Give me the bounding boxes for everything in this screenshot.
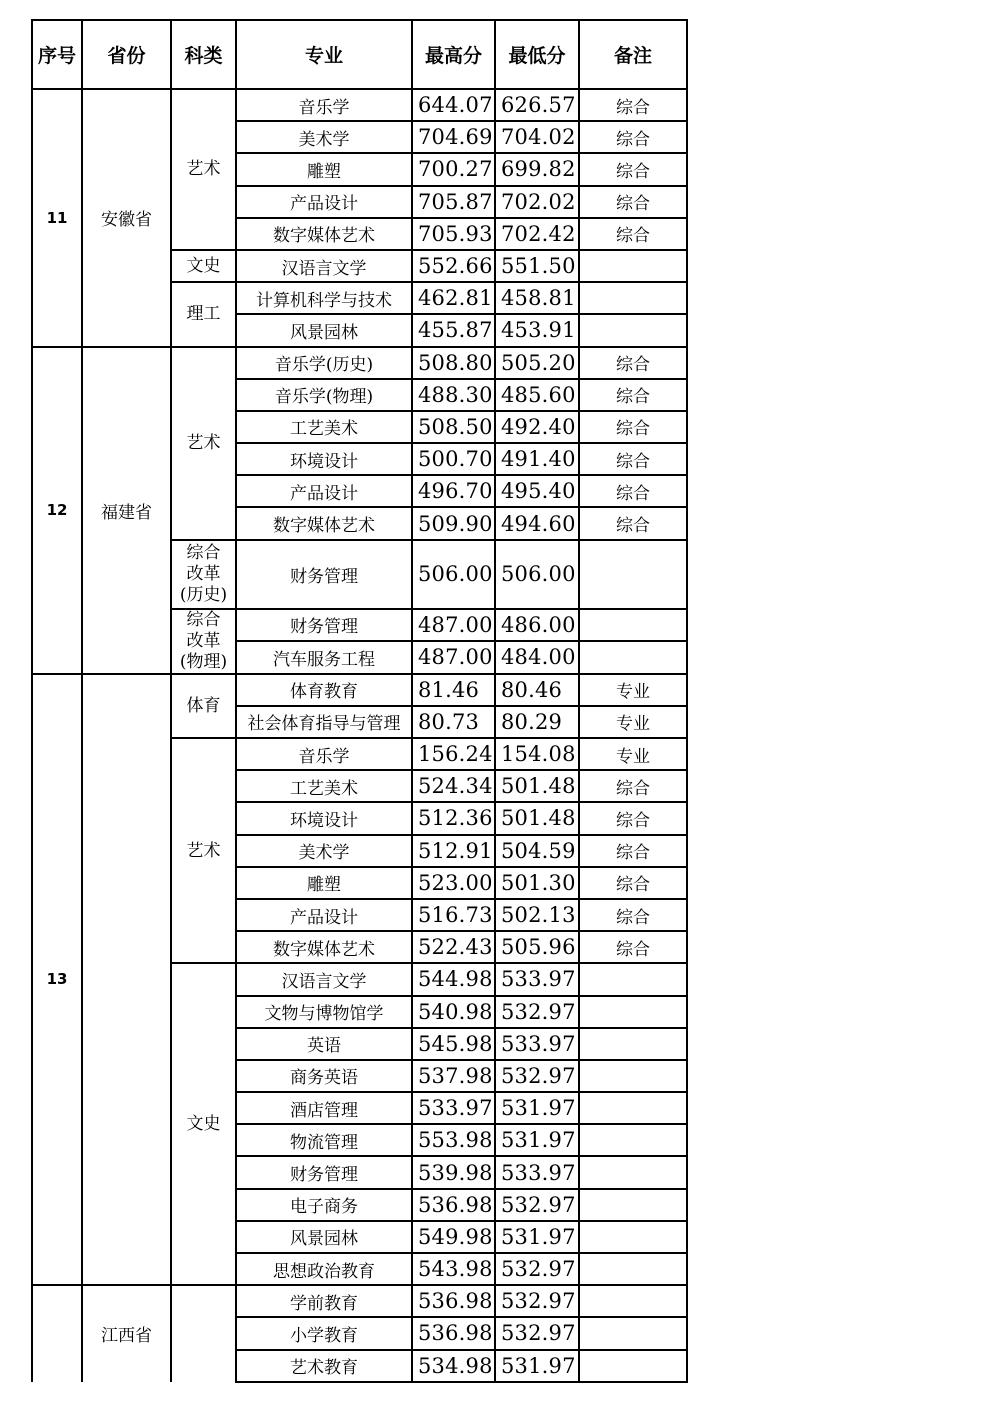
min-score-cell: 531.97 bbox=[495, 1221, 579, 1253]
admission-score-table bbox=[31, 19, 688, 1383]
header-note: 备注 bbox=[579, 20, 687, 89]
max-score-cell: 496.70 bbox=[412, 475, 495, 507]
category-cell: 艺术 bbox=[171, 89, 236, 250]
category-cell bbox=[171, 540, 236, 609]
note-cell: 专业 bbox=[579, 738, 687, 770]
max-score-cell: 543.98 bbox=[412, 1253, 495, 1285]
note-cell bbox=[579, 1350, 687, 1382]
note-cell: 综合 bbox=[579, 443, 687, 475]
min-score-cell: 531.97 bbox=[495, 1092, 579, 1124]
seq-cell: 13 bbox=[32, 674, 82, 1286]
seq-cell bbox=[32, 1285, 82, 1382]
note-cell bbox=[579, 1124, 687, 1156]
max-score-cell: 644.07 bbox=[412, 89, 495, 121]
major-cell: 思想政治教育 bbox=[236, 1253, 412, 1285]
major-cell: 音乐学 bbox=[236, 738, 412, 770]
max-score-cell: 512.36 bbox=[412, 802, 495, 834]
min-score-cell: 502.13 bbox=[495, 899, 579, 931]
note-cell: 综合 bbox=[579, 347, 687, 379]
note-cell: 综合 bbox=[579, 802, 687, 834]
header-row bbox=[32, 20, 687, 89]
category-cell bbox=[171, 609, 236, 674]
province-cell: 江西省 bbox=[82, 1285, 171, 1382]
table-row bbox=[32, 1285, 687, 1317]
min-score-cell: 531.97 bbox=[495, 1350, 579, 1382]
major-cell: 计算机科学与技术 bbox=[236, 282, 412, 314]
note-cell bbox=[579, 996, 687, 1028]
note-cell: 综合 bbox=[579, 411, 687, 443]
seq-cell: 12 bbox=[32, 347, 82, 674]
min-score-cell: 505.96 bbox=[495, 931, 579, 963]
major-cell: 酒店管理 bbox=[236, 1092, 412, 1124]
note-cell: 综合 bbox=[579, 507, 687, 539]
max-score-cell: 537.98 bbox=[412, 1060, 495, 1092]
note-cell bbox=[579, 1317, 687, 1349]
min-score-cell: 532.97 bbox=[495, 1253, 579, 1285]
min-score-cell: 532.97 bbox=[495, 996, 579, 1028]
min-score-cell: 532.97 bbox=[495, 1189, 579, 1221]
note-cell: 专业 bbox=[579, 674, 687, 706]
max-score-cell: 522.43 bbox=[412, 931, 495, 963]
note-cell bbox=[579, 540, 687, 609]
note-cell: 综合 bbox=[579, 899, 687, 931]
seq-cell: 11 bbox=[32, 89, 82, 347]
major-cell: 财务管理 bbox=[236, 609, 412, 642]
major-cell: 音乐学(物理) bbox=[236, 379, 412, 411]
min-score-cell: 80.46 bbox=[495, 674, 579, 706]
major-cell: 环境设计 bbox=[236, 802, 412, 834]
major-cell: 产品设计 bbox=[236, 475, 412, 507]
min-score-cell: 532.97 bbox=[495, 1317, 579, 1349]
note-cell bbox=[579, 1092, 687, 1124]
category-line: 综合 bbox=[186, 609, 221, 630]
min-score-cell: 704.02 bbox=[495, 121, 579, 153]
major-cell: 文物与博物馆学 bbox=[236, 996, 412, 1028]
max-score-cell: 455.87 bbox=[412, 314, 495, 346]
note-cell bbox=[579, 1189, 687, 1221]
max-score-cell: 705.87 bbox=[412, 186, 495, 218]
min-score-cell: 495.40 bbox=[495, 475, 579, 507]
min-score-cell: 491.40 bbox=[495, 443, 579, 475]
major-cell: 数字媒体艺术 bbox=[236, 931, 412, 963]
max-score-cell: 80.73 bbox=[412, 706, 495, 738]
province-cell bbox=[82, 674, 171, 1286]
note-cell bbox=[579, 1060, 687, 1092]
max-score-cell: 524.34 bbox=[412, 770, 495, 802]
max-score-cell: 500.70 bbox=[412, 443, 495, 475]
note-cell: 综合 bbox=[579, 379, 687, 411]
min-score-cell: 504.59 bbox=[495, 835, 579, 867]
major-cell: 商务英语 bbox=[236, 1060, 412, 1092]
major-cell: 产品设计 bbox=[236, 899, 412, 931]
max-score-cell: 523.00 bbox=[412, 867, 495, 899]
major-cell: 工艺美术 bbox=[236, 411, 412, 443]
max-score-cell: 536.98 bbox=[412, 1285, 495, 1317]
major-cell: 英语 bbox=[236, 1028, 412, 1060]
max-score-cell: 81.46 bbox=[412, 674, 495, 706]
major-cell: 社会体育指导与管理 bbox=[236, 706, 412, 738]
max-score-cell: 156.24 bbox=[412, 738, 495, 770]
note-cell: 综合 bbox=[579, 867, 687, 899]
note-cell bbox=[579, 1253, 687, 1285]
major-cell: 美术学 bbox=[236, 835, 412, 867]
major-cell: 财务管理 bbox=[236, 1156, 412, 1188]
major-cell: 电子商务 bbox=[236, 1189, 412, 1221]
table-row bbox=[32, 674, 687, 706]
major-cell: 音乐学 bbox=[236, 89, 412, 121]
major-cell: 雕塑 bbox=[236, 153, 412, 185]
min-score-cell: 551.50 bbox=[495, 250, 579, 282]
max-score-cell: 506.00 bbox=[412, 540, 495, 609]
min-score-cell: 702.02 bbox=[495, 186, 579, 218]
score-table-sheet bbox=[31, 19, 686, 1385]
min-score-cell: 485.60 bbox=[495, 379, 579, 411]
min-score-cell: 533.97 bbox=[495, 1156, 579, 1188]
max-score-cell: 553.98 bbox=[412, 1124, 495, 1156]
major-cell: 汽车服务工程 bbox=[236, 641, 412, 674]
major-cell: 汉语言文学 bbox=[236, 963, 412, 995]
max-score-cell: 549.98 bbox=[412, 1221, 495, 1253]
min-score-cell: 458.81 bbox=[495, 282, 579, 314]
header-major: 专业 bbox=[236, 20, 412, 89]
note-cell bbox=[579, 314, 687, 346]
min-score-cell: 486.00 bbox=[495, 609, 579, 642]
min-score-cell: 154.08 bbox=[495, 738, 579, 770]
category-line: 改革 bbox=[186, 630, 221, 651]
max-score-cell: 704.69 bbox=[412, 121, 495, 153]
max-score-cell: 552.66 bbox=[412, 250, 495, 282]
category-cell: 体育 bbox=[171, 674, 236, 738]
category-line: 综合 bbox=[186, 542, 221, 563]
max-score-cell: 533.97 bbox=[412, 1092, 495, 1124]
max-score-cell: 487.00 bbox=[412, 641, 495, 674]
max-score-cell: 539.98 bbox=[412, 1156, 495, 1188]
min-score-cell: 80.29 bbox=[495, 706, 579, 738]
header-max-score: 最高分 bbox=[412, 20, 495, 89]
max-score-cell: 487.00 bbox=[412, 609, 495, 642]
major-cell: 产品设计 bbox=[236, 186, 412, 218]
note-cell: 综合 bbox=[579, 835, 687, 867]
category-line: 改革 bbox=[186, 563, 221, 584]
table-row bbox=[32, 347, 687, 379]
min-score-cell: 532.97 bbox=[495, 1060, 579, 1092]
major-cell: 财务管理 bbox=[236, 540, 412, 609]
note-cell: 综合 bbox=[579, 186, 687, 218]
major-cell: 数字媒体艺术 bbox=[236, 507, 412, 539]
max-score-cell: 508.80 bbox=[412, 347, 495, 379]
max-score-cell: 508.50 bbox=[412, 411, 495, 443]
min-score-cell: 492.40 bbox=[495, 411, 579, 443]
category-line: (历史) bbox=[179, 584, 228, 605]
major-cell: 小学教育 bbox=[236, 1317, 412, 1349]
header-min-score: 最低分 bbox=[495, 20, 579, 89]
max-score-cell: 516.73 bbox=[412, 899, 495, 931]
note-cell bbox=[579, 1221, 687, 1253]
note-cell bbox=[579, 282, 687, 314]
note-cell bbox=[579, 641, 687, 674]
province-cell: 福建省 bbox=[82, 347, 171, 674]
note-cell bbox=[579, 609, 687, 642]
min-score-cell: 533.97 bbox=[495, 963, 579, 995]
category-cell: 艺术 bbox=[171, 347, 236, 540]
note-cell: 综合 bbox=[579, 89, 687, 121]
major-cell: 美术学 bbox=[236, 121, 412, 153]
major-cell: 工艺美术 bbox=[236, 770, 412, 802]
min-score-cell: 531.97 bbox=[495, 1124, 579, 1156]
note-cell: 综合 bbox=[579, 121, 687, 153]
max-score-cell: 462.81 bbox=[412, 282, 495, 314]
min-score-cell: 702.42 bbox=[495, 218, 579, 250]
min-score-cell: 484.00 bbox=[495, 641, 579, 674]
header-seq: 序号 bbox=[32, 20, 82, 89]
min-score-cell: 501.48 bbox=[495, 770, 579, 802]
min-score-cell: 453.91 bbox=[495, 314, 579, 346]
province-cell: 安徽省 bbox=[82, 89, 171, 347]
max-score-cell: 536.98 bbox=[412, 1317, 495, 1349]
max-score-cell: 536.98 bbox=[412, 1189, 495, 1221]
note-cell: 综合 bbox=[579, 218, 687, 250]
min-score-cell: 506.00 bbox=[495, 540, 579, 609]
note-cell: 综合 bbox=[579, 770, 687, 802]
major-cell: 音乐学(历史) bbox=[236, 347, 412, 379]
major-cell: 风景园林 bbox=[236, 1221, 412, 1253]
min-score-cell: 494.60 bbox=[495, 507, 579, 539]
min-score-cell: 533.97 bbox=[495, 1028, 579, 1060]
major-cell: 汉语言文学 bbox=[236, 250, 412, 282]
major-cell: 数字媒体艺术 bbox=[236, 218, 412, 250]
max-score-cell: 544.98 bbox=[412, 963, 495, 995]
min-score-cell: 626.57 bbox=[495, 89, 579, 121]
category-cell: 文史 bbox=[171, 963, 236, 1285]
min-score-cell: 505.20 bbox=[495, 347, 579, 379]
max-score-cell: 700.27 bbox=[412, 153, 495, 185]
note-cell bbox=[579, 1156, 687, 1188]
note-cell bbox=[579, 1285, 687, 1317]
note-cell: 专业 bbox=[579, 706, 687, 738]
max-score-cell: 534.98 bbox=[412, 1350, 495, 1382]
category-cell: 文史 bbox=[171, 250, 236, 282]
note-cell bbox=[579, 963, 687, 995]
max-score-cell: 545.98 bbox=[412, 1028, 495, 1060]
table-row bbox=[32, 89, 687, 121]
max-score-cell: 540.98 bbox=[412, 996, 495, 1028]
max-score-cell: 512.91 bbox=[412, 835, 495, 867]
max-score-cell: 705.93 bbox=[412, 218, 495, 250]
major-cell: 学前教育 bbox=[236, 1285, 412, 1317]
note-cell bbox=[579, 1028, 687, 1060]
major-cell: 风景园林 bbox=[236, 314, 412, 346]
major-cell: 物流管理 bbox=[236, 1124, 412, 1156]
min-score-cell: 501.30 bbox=[495, 867, 579, 899]
major-cell: 环境设计 bbox=[236, 443, 412, 475]
note-cell: 综合 bbox=[579, 931, 687, 963]
min-score-cell: 532.97 bbox=[495, 1285, 579, 1317]
category-cell bbox=[171, 1285, 236, 1382]
category-cell: 理工 bbox=[171, 282, 236, 346]
note-cell: 综合 bbox=[579, 153, 687, 185]
min-score-cell: 699.82 bbox=[495, 153, 579, 185]
header-category: 科类 bbox=[171, 20, 236, 89]
note-cell bbox=[579, 250, 687, 282]
max-score-cell: 509.90 bbox=[412, 507, 495, 539]
note-cell: 综合 bbox=[579, 475, 687, 507]
major-cell: 体育教育 bbox=[236, 674, 412, 706]
min-score-cell: 501.48 bbox=[495, 802, 579, 834]
max-score-cell: 488.30 bbox=[412, 379, 495, 411]
category-cell: 艺术 bbox=[171, 738, 236, 963]
header-province: 省份 bbox=[82, 20, 171, 89]
major-cell: 艺术教育 bbox=[236, 1350, 412, 1382]
category-line: (物理) bbox=[179, 651, 228, 672]
major-cell: 雕塑 bbox=[236, 867, 412, 899]
